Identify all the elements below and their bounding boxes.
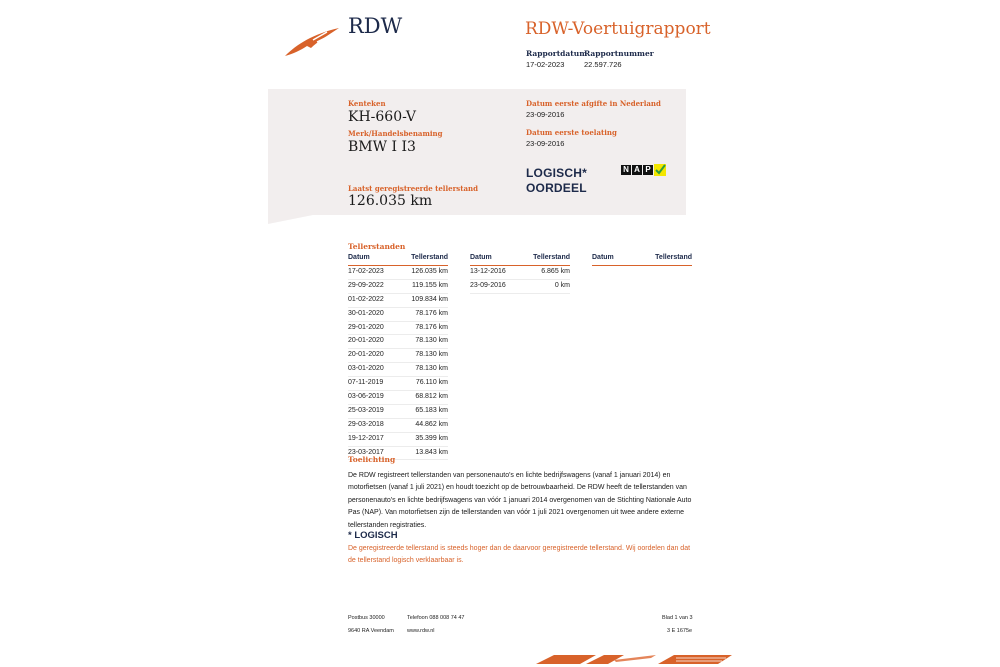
table-column [470, 254, 570, 294]
table-row [348, 377, 448, 391]
tellerstand-label: Laatst geregistreerde tellerstand [348, 184, 478, 193]
row-date: 03-06-2019 [348, 393, 384, 401]
header-datum: Datum [348, 254, 370, 261]
table-row [348, 363, 448, 377]
row-date: 03-01-2020 [348, 365, 384, 373]
footer-code: 3 E 1675e [667, 628, 693, 634]
table-row [348, 349, 448, 363]
oordeel-label: OORDEEL [526, 181, 587, 195]
table-row [348, 419, 448, 433]
footer-website-link[interactable]: www.rdw.nl [407, 628, 435, 634]
table-row [348, 294, 448, 308]
toelichting-text: De RDW registreert tellerstanden van personenauto's en lichte bedrijfswagens (vanaf 1 januari 2014) en motorfietsen (vanaf 1 juli 2021) en houdt toezicht op de betrouwbaarheid. De RDW heeft de tellerstanden van personenauto's en lichte bedrijfswagens van vóór 1 januari 2014 overgenomen van de Stichting Nationale Auto Pas (NAP). Van motorfietsen zijn de tellerstanden van vóór 1 juli 2021 overgenomen uit twee andere externe tellerstanden registraties. [348, 472, 692, 529]
table-row [470, 266, 570, 280]
afgifte-label: Datum eerste afgifte in Nederland [526, 99, 661, 108]
table-header [348, 254, 448, 266]
row-date: 13-12-2016 [470, 268, 506, 275]
header-datum: Datum [470, 254, 492, 261]
row-value: 78.130 km [415, 365, 448, 373]
row-value: 78.130 km [415, 337, 448, 345]
toelating-label: Datum eerste toelating [526, 128, 617, 137]
row-value: 65.183 km [415, 406, 448, 414]
row-value: 68.812 km [415, 393, 448, 401]
row-value: 76.110 km [415, 379, 448, 387]
footer-postbus: Postbus 30000 [348, 615, 385, 621]
nap-badge [621, 164, 666, 176]
row-date: 19-12-2017 [348, 434, 384, 442]
row-value: 44.862 km [415, 420, 448, 428]
nap-letter: A [632, 165, 642, 175]
table-header [470, 254, 570, 266]
panel-tab-decoration [268, 214, 318, 224]
nap-letter: N [621, 165, 631, 175]
table-row [348, 280, 448, 294]
logisch-text: De geregistreerde tellerstand is steeds hoger dan de daarvoor geregistreerde tellerstand. Wij oordelen dan dat de tellerstand logisch verklaarbaar is. [348, 545, 691, 565]
kenteken-value: KH-660-V [348, 109, 416, 125]
merk-label: Merk/Handelsbenaming [348, 129, 443, 138]
merk-value: BMW I I3 [348, 139, 416, 155]
row-value: 109.834 km [411, 295, 448, 303]
rapportnummer-label: Rapportnummer [584, 49, 654, 58]
rapportdatum-value: 17-02-2023 [526, 60, 565, 69]
table-row [348, 322, 448, 336]
tellerstand-value: 126.035 km [348, 193, 433, 209]
toelichting-title: Toelichting [348, 455, 396, 464]
row-value: 35.399 km [415, 434, 448, 442]
row-value: 126.035 km [411, 268, 448, 275]
footer-telefoon: Telefoon 088 008 74 47 [407, 615, 465, 621]
footer-stripes-decoration [536, 652, 736, 667]
afgifte-value: 23-09-2016 [526, 110, 565, 119]
footer-adres: 9640 RA Veendam [348, 628, 394, 634]
table-column [348, 254, 448, 460]
table-row [348, 308, 448, 322]
row-value: 6.865 km [541, 268, 570, 275]
table-row [470, 280, 570, 294]
row-date: 17-02-2023 [348, 268, 384, 275]
row-date: 29-03-2018 [348, 420, 384, 428]
header-tellerstand: Tellerstand [655, 254, 692, 261]
row-date: 29-09-2022 [348, 281, 384, 289]
row-date: 20-01-2020 [348, 337, 384, 345]
nap-letter: P [643, 165, 653, 175]
table-column [592, 254, 692, 266]
brand-name: RDW [348, 14, 403, 38]
header-tellerstand: Tellerstand [411, 254, 448, 261]
row-date: 25-03-2019 [348, 406, 384, 414]
tellerstanden-title: Tellerstanden [348, 242, 406, 251]
row-date: 01-02-2022 [348, 295, 384, 303]
row-date: 07-11-2019 [348, 379, 384, 387]
row-date: 29-01-2020 [348, 323, 384, 331]
table-row [348, 335, 448, 349]
row-value: 78.130 km [415, 351, 448, 359]
row-value: 78.176 km [415, 323, 448, 331]
row-value: 78.176 km [415, 309, 448, 317]
checkmark-icon [654, 164, 666, 176]
rapportdatum-label: Rapportdatum [526, 49, 588, 58]
oordeel-status: LOGISCH* [526, 166, 587, 180]
rapportnummer-value: 22.597.726 [584, 60, 622, 69]
row-value: 0 km [554, 281, 570, 289]
table-row [348, 433, 448, 447]
row-date: 30-01-2020 [348, 309, 384, 317]
toelating-value: 23-09-2016 [526, 139, 565, 148]
row-value: 119.155 km [411, 281, 448, 289]
row-date: 20-01-2020 [348, 351, 384, 359]
header-datum: Datum [592, 254, 614, 261]
kenteken-label: Kenteken [348, 99, 386, 108]
report-title: RDW-Voertuigrapport [525, 19, 711, 39]
row-date: 23-09-2016 [470, 281, 506, 289]
logisch-title: * LOGISCH [348, 530, 398, 541]
row-value: 13.843 km [415, 448, 448, 456]
row-date: 23-03-2017 [348, 448, 384, 456]
table-row [348, 405, 448, 419]
table-header [592, 254, 692, 266]
table-row [348, 266, 448, 280]
header-tellerstand: Tellerstand [533, 254, 570, 261]
table-row [348, 391, 448, 405]
rdw-logo-icon [283, 26, 341, 58]
footer-page-number: Blad 1 van 3 [662, 615, 693, 621]
